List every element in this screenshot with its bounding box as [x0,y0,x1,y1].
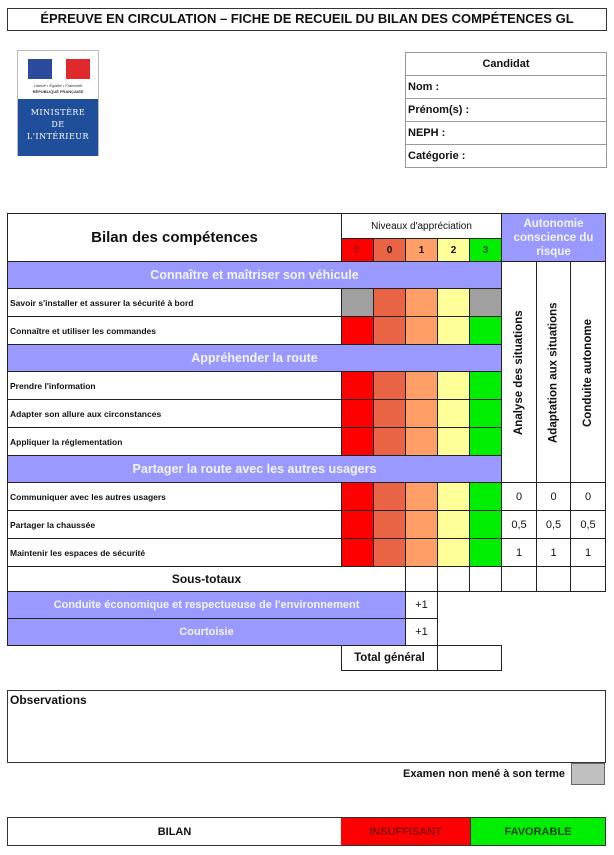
candidate-firstname-field[interactable]: Prénom(s) : [406,99,606,122]
competence-row-label: Connaître et utiliser les commandes [7,316,342,345]
level-cell-1[interactable] [405,316,438,345]
level-cell-2[interactable] [437,510,470,539]
levels-header: Niveaux d'appréciation [341,213,502,239]
level-cell-0[interactable] [373,538,406,567]
level-cell-1[interactable] [405,288,438,317]
level-cell-3[interactable] [469,371,502,400]
level-cell-1[interactable] [405,538,438,567]
autonomy-score-cell[interactable]: 1 [536,538,571,567]
autonomy-score-cell[interactable]: 0,5 [570,510,606,539]
subtotal-cell[interactable] [469,566,502,592]
subtotal-autonomy-cell[interactable] [501,566,537,592]
level-cell-2[interactable] [437,427,470,456]
level-cell-2[interactable] [437,482,470,511]
level-cell-0[interactable] [373,288,406,317]
level-cell-2[interactable] [437,399,470,428]
subtotal-cell[interactable] [437,566,470,592]
competence-row-label: Partager la chaussée [7,510,342,539]
logo-republic: RÉPUBLIQUE FRANÇAISE [32,89,84,94]
table-title: Bilan des compétences [7,213,342,262]
section-header-2: Appréhender la route [7,344,502,372]
marianne-flag-icon [28,59,90,79]
autonomy-header: Autonomie conscience du risque [501,213,606,262]
section-header-1: Connaître et maîtriser son véhicule [7,261,502,289]
competence-row-label: Savoir s'installer et assurer la sécurité à bord [7,288,342,317]
level-cell-3[interactable] [469,427,502,456]
level-cell-1[interactable] [405,399,438,428]
bilan-favorable-option[interactable]: FAVORABLE [470,817,606,846]
logo-motto: Liberté • Égalité • Fraternité [33,83,83,88]
bilan-insufficient-option[interactable]: INSUFFISANT [341,817,471,846]
competence-row-label: Communiquer avec les autres usagers [7,482,342,511]
ministry-logo [17,50,99,156]
level-header-1: 1 [405,238,438,262]
subtotal-autonomy-cell[interactable] [536,566,571,592]
level-cell-1[interactable] [405,482,438,511]
level-cell-2[interactable] [437,371,470,400]
level-cell-0[interactable] [373,482,406,511]
section-header-3: Partager la route avec les autres usagers [7,455,502,483]
bonus-label-2: Courtoisie [7,618,406,646]
level-cell-2[interactable] [437,316,470,345]
level-cell-1[interactable] [405,427,438,456]
level-header-3: 3 [469,238,502,262]
logo-ministry-line1: MINISTÈRE [30,108,86,117]
level-cell-0[interactable] [373,371,406,400]
level-cell-0[interactable] [373,316,406,345]
autonomy-column-3: Conduite autonome [570,261,606,485]
autonomy-score-cell[interactable]: 0,5 [536,510,571,539]
logo-ministry-line3: L'INTÉRIEUR [26,132,90,141]
level-cell-E[interactable] [341,482,374,511]
level-header-0: 0 [373,238,406,262]
candidate-neph-field[interactable]: NEPH : [406,122,606,145]
level-cell-1[interactable] [405,510,438,539]
bonus-value-2[interactable]: +1 [405,618,438,646]
bonus-label-1: Conduite économique et respectueuse de l'environnement [7,591,406,619]
level-cell-0[interactable] [373,427,406,456]
level-header-E: E [341,238,374,262]
level-cell-3 [469,288,502,317]
level-cell-3[interactable] [469,316,502,345]
level-cell-0[interactable] [373,399,406,428]
subtotal-cell[interactable] [405,566,438,592]
autonomy-column-1: Analyse des situations [501,261,537,485]
competence-row-label: Maintenir les espaces de sécurité [7,538,342,567]
total-value[interactable] [437,645,502,671]
level-cell-2[interactable] [437,288,470,317]
autonomy-column-2: Adaptation aux situations [536,261,571,485]
bilan-label: BILAN [7,817,342,846]
level-cell-3[interactable] [469,538,502,567]
form-title: ÉPREUVE EN CIRCULATION – FICHE DE RECUEIL DU BILAN DES COMPÉTENCES GL [7,8,607,31]
competence-row-label: Appliquer la réglementation [7,427,342,456]
competence-row-label: Prendre l'information [7,371,342,400]
level-cell-E[interactable] [341,427,374,456]
level-cell-1[interactable] [405,371,438,400]
subtotal-autonomy-cell[interactable] [570,566,606,592]
total-label: Total général [341,645,438,671]
candidate-category-field[interactable]: Catégorie : [408,150,466,162]
level-cell-E[interactable] [341,510,374,539]
subtotals-label: Sous-totaux [7,566,406,592]
level-cell-E[interactable] [341,316,374,345]
level-cell-2[interactable] [437,538,470,567]
level-cell-E[interactable] [341,399,374,428]
autonomy-score-cell[interactable]: 0 [536,482,571,511]
level-cell-E [341,288,374,317]
logo-ministry [18,99,98,156]
competence-row-label: Adapter son allure aux circonstances [7,399,342,428]
level-cell-3[interactable] [469,510,502,539]
level-header-2: 2 [437,238,470,262]
exam-not-completed-label: Examen non mené à son terme [403,768,565,780]
candidate-box [405,52,607,168]
autonomy-score-cell[interactable]: 1 [501,538,537,567]
level-cell-E[interactable] [341,371,374,400]
level-cell-3[interactable] [469,482,502,511]
level-cell-0[interactable] [373,510,406,539]
observations-box[interactable] [7,690,606,763]
candidate-name-field[interactable]: Nom : [406,76,606,99]
exam-not-completed-checkbox[interactable] [571,763,605,785]
autonomy-score-cell[interactable]: 0,5 [501,510,537,539]
logo-ministry-line2: DE [51,120,65,129]
autonomy-score-cell[interactable]: 1 [570,538,606,567]
level-cell-E[interactable] [341,538,374,567]
autonomy-score-cell[interactable]: 0 [570,482,606,511]
autonomy-score-cell[interactable]: 0 [501,482,537,511]
bonus-value-1[interactable]: +1 [405,591,438,619]
observations-label: Observations [10,693,87,707]
level-cell-3[interactable] [469,399,502,428]
candidate-header: Candidat [406,53,606,76]
